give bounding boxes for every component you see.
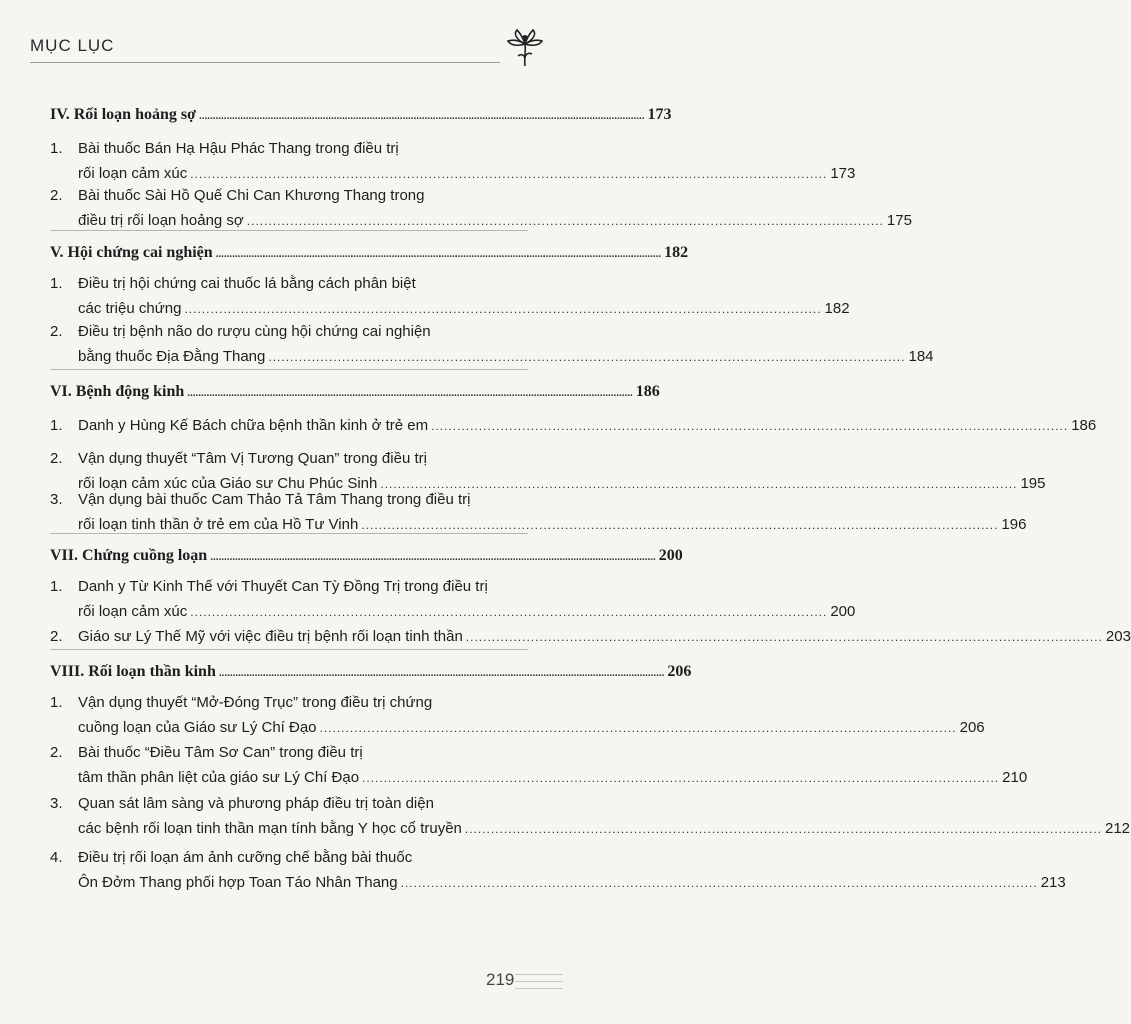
- entry-title: rối loạn cảm xúc của Giáo sư Chu Phúc Sinh: [78, 475, 378, 492]
- toc-entry-line: [78, 795, 528, 812]
- toc-entry-line: [78, 516, 1027, 533]
- toc-entry-line: [78, 874, 1066, 891]
- entry-number: 2.: [50, 323, 63, 340]
- section-title: V. Hội chứng cai nghiện: [50, 244, 213, 261]
- entry-page-number: 175: [886, 212, 912, 229]
- dot-leader: ..................................................................................................................................................................: [187, 387, 633, 399]
- section-heading: [50, 383, 660, 401]
- entry-page-number: 173: [830, 165, 856, 182]
- entry-title: rối loạn cảm xúc: [78, 603, 188, 620]
- section-page-number: 173: [647, 106, 672, 123]
- toc-entry-line: [78, 769, 1028, 786]
- entry-number: 1.: [50, 140, 63, 157]
- entry-number: 2.: [50, 744, 63, 761]
- section-title: VII. Chứng cuồng loạn: [50, 547, 208, 564]
- toc-entry-line: [78, 300, 850, 317]
- entry-page-number: 203: [1105, 628, 1131, 645]
- section-divider: [50, 230, 528, 231]
- entry-title: Quan sát lâm sàng và phương pháp điều trị toàn diện: [78, 795, 434, 812]
- toc-entry-line: [78, 275, 528, 292]
- dot-leader: ...................................................................................................................................................: [361, 518, 999, 532]
- toc-entry-line: [78, 491, 528, 508]
- dot-leader: ...................................................................................................................................................: [319, 721, 957, 735]
- entry-number: 4.: [50, 849, 63, 866]
- toc-entry-line: [78, 603, 856, 620]
- entry-title: Giáo sư Lý Thế Mỹ với việc điều trị bệnh rối loạn tinh thần: [78, 628, 463, 645]
- entry-number: 3.: [50, 795, 63, 812]
- entry-number: 2.: [50, 628, 63, 645]
- entry-title: Điều trị bệnh não do rượu cùng hội chứng cai nghiện: [78, 323, 431, 340]
- entry-page-number: 213: [1040, 874, 1066, 891]
- toc-entry-line: [78, 323, 528, 340]
- toc-entry-line: [78, 628, 1131, 645]
- toc-entry-line: [78, 165, 856, 182]
- footer-rule: [515, 974, 563, 975]
- section-divider: [50, 533, 528, 534]
- entry-number: 3.: [50, 491, 63, 508]
- entry-title: Danh y Hùng Kế Bách chữa bệnh thần kinh ở trẻ em: [78, 417, 429, 434]
- entry-title: tâm thần phân liệt của giáo sư Lý Chí Đạo: [78, 769, 360, 786]
- dot-leader: ..................................................................................................................................................................: [210, 551, 656, 563]
- dot-leader: ...................................................................................................................................................: [190, 605, 828, 619]
- toc-entry-line: [78, 694, 528, 711]
- section-divider: [50, 369, 528, 370]
- entry-title: Bài thuốc “Điều Tâm Sơ Can” trong điều trị: [78, 744, 363, 761]
- entry-title: Bài thuốc Sài Hồ Quế Chi Can Khương Thang trong: [78, 187, 425, 204]
- dot-leader: ...................................................................................................................................................: [465, 630, 1103, 644]
- entry-title: Danh y Từ Kinh Thế với Thuyết Can Tỳ Đồng Trị trong điều trị: [78, 578, 488, 595]
- entry-title: rối loạn tinh thần ở trẻ em của Hồ Tư Vinh: [78, 516, 359, 533]
- entry-page-number: 206: [959, 719, 985, 736]
- entry-title: Điều trị hội chứng cai thuốc lá bằng cách phân biệt: [78, 275, 416, 292]
- entry-number: 2.: [50, 450, 63, 467]
- entry-title: các triệu chứng: [78, 300, 182, 317]
- entry-number: 1.: [50, 417, 63, 434]
- section-title: IV. Rối loạn hoảng sợ: [50, 106, 196, 123]
- toc-entry-line: [78, 348, 934, 365]
- section-title: VI. Bệnh động kinh: [50, 383, 185, 400]
- toc-entry-line: [78, 849, 528, 866]
- toc-entry-line: [78, 475, 1046, 492]
- entry-title: Vận dụng thuyết “Tâm Vị Tương Quan” trong điều trị: [78, 450, 427, 467]
- section-divider: [50, 649, 528, 650]
- dot-leader: ..................................................................................................................................................................: [218, 667, 665, 679]
- entry-title: các bệnh rối loạn tinh thần mạn tính bằng Y học cổ truyền: [78, 820, 462, 837]
- section-title: VIII. Rối loạn thần kinh: [50, 663, 216, 680]
- running-header-title: MỤC LỤC: [30, 36, 115, 55]
- page-number: 219: [486, 970, 515, 989]
- entry-page-number: 195: [1020, 475, 1046, 492]
- toc-entry-line: [78, 450, 528, 467]
- entry-page-number: 182: [824, 300, 850, 317]
- entry-title: Bài thuốc Bán Hạ Hậu Phác Thang trong điều trị: [78, 140, 399, 157]
- entry-page-number: 210: [1002, 769, 1028, 786]
- dot-leader: ...................................................................................................................................................: [380, 477, 1018, 491]
- entry-title: Điều trị rối loạn ám ảnh cưỡng chế bằng bài thuốc: [78, 849, 413, 866]
- toc-entry-line: [78, 719, 985, 736]
- entry-title: bằng thuốc Địa Đằng Thang: [78, 348, 266, 365]
- entry-page-number: 196: [1001, 516, 1027, 533]
- section-heading: [50, 106, 672, 124]
- section-page-number: 186: [635, 383, 660, 400]
- header-rule: [30, 62, 500, 63]
- entry-title: Ôn Đởm Thang phối hợp Toan Táo Nhân Thang: [78, 874, 398, 891]
- section-page-number: 206: [667, 663, 692, 680]
- entry-page-number: 186: [1071, 417, 1097, 434]
- entry-page-number: 200: [830, 603, 856, 620]
- toc-entry-line: [78, 140, 528, 157]
- entry-title: Vận dụng thuyết “Mở-Đóng Trục” trong điều trị chứng: [78, 694, 433, 711]
- dot-leader: ...................................................................................................................................................: [268, 350, 906, 364]
- section-page-number: 200: [658, 547, 683, 564]
- lotus-ornament-icon: [505, 26, 545, 72]
- entry-page-number: 212: [1105, 820, 1131, 837]
- dot-leader: ...................................................................................................................................................: [464, 822, 1102, 836]
- dot-leader: ...................................................................................................................................................: [362, 771, 1000, 785]
- section-heading: [50, 547, 683, 565]
- toc-entry-line: [78, 417, 1097, 434]
- toc-entry-line: [78, 578, 528, 595]
- entry-page-number: 184: [908, 348, 934, 365]
- entry-number: 1.: [50, 275, 63, 292]
- entry-title: điều trị rối loạn hoảng sợ: [78, 212, 244, 229]
- entry-title: Vận dụng bài thuốc Cam Thảo Tả Tâm Thang trong điều trị: [78, 491, 471, 508]
- dot-leader: ...................................................................................................................................................: [400, 876, 1038, 890]
- entry-number: 1.: [50, 694, 63, 711]
- toc-entry-line: [78, 744, 528, 761]
- dot-leader: ...................................................................................................................................................: [246, 214, 884, 228]
- section-heading: [50, 663, 692, 681]
- entry-title: rối loạn cảm xúc: [78, 165, 188, 182]
- toc-entry-line: [78, 212, 912, 229]
- dot-leader: ...................................................................................................................................................: [190, 167, 828, 181]
- dot-leader: ...................................................................................................................................................: [184, 302, 822, 316]
- section-page-number: 182: [664, 244, 689, 261]
- toc-entry-line: [78, 820, 1131, 837]
- entry-number: 2.: [50, 187, 63, 204]
- entry-title: cuồng loạn của Giáo sư Lý Chí Đạo: [78, 719, 317, 736]
- toc-entry-line: [78, 187, 528, 204]
- entry-number: 1.: [50, 578, 63, 595]
- section-heading: [50, 244, 689, 262]
- footer-rule: [515, 988, 563, 989]
- dot-leader: ..................................................................................................................................................................: [215, 248, 662, 260]
- dot-leader: ...................................................................................................................................................: [431, 419, 1069, 433]
- footer-rule: [515, 981, 563, 982]
- dot-leader: ..................................................................................................................................................................: [198, 110, 645, 122]
